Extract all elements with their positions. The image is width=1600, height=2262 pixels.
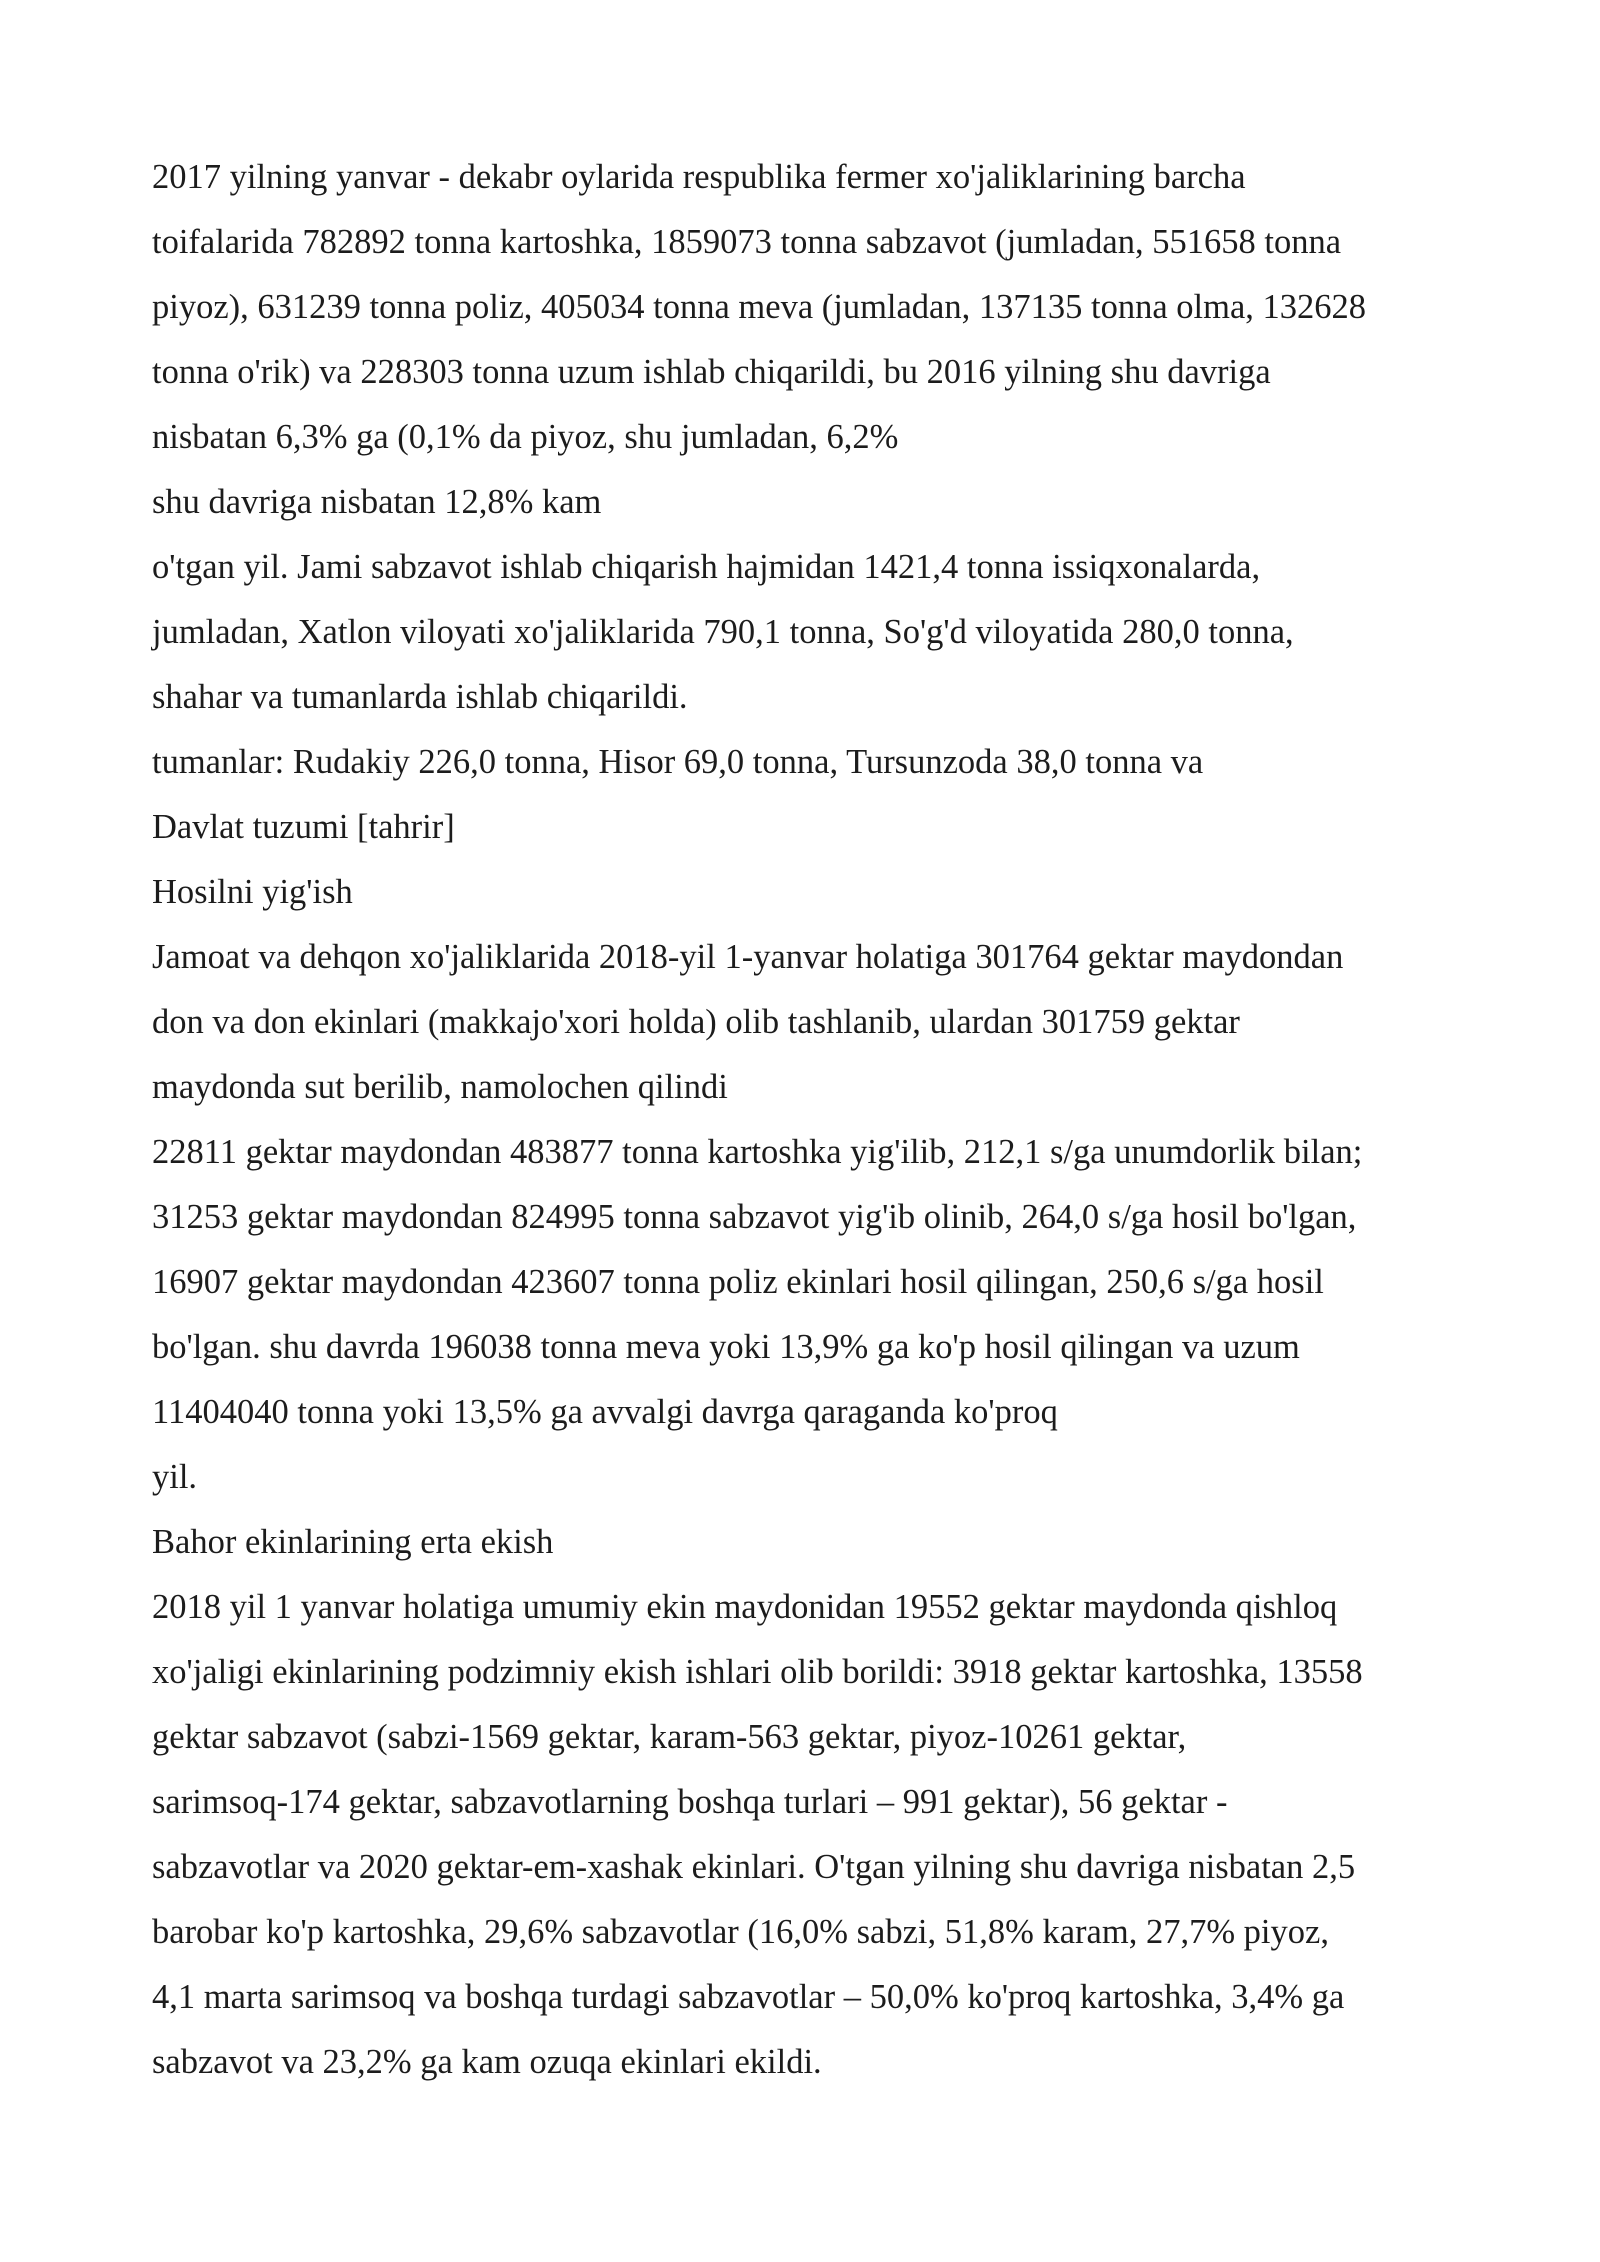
text-line: o'tgan yil. Jami sabzavot ishlab chiqarish hajmidan 1421,4 tonna issiqxonalarda,	[152, 548, 1261, 586]
text-line: yil.	[152, 1458, 198, 1496]
text-line: sabzavotlar va 2020 gektar-em-xashak ekinlari. O'tgan yilning shu davriga nisbatan 2,5	[152, 1848, 1356, 1886]
text-line: tonna o'rik) va 228303 tonna uzum ishlab chiqarildi, bu 2016 yilning shu davriga	[152, 353, 1271, 391]
text-line: shahar va tumanlarda ishlab chiqarildi.	[152, 678, 688, 716]
text-line: 2017 yilning yanvar - dekabr oylarida respublika fermer xo'jaliklarining barcha	[152, 158, 1246, 196]
text-line: 31253 gektar maydondan 824995 tonna sabzavot yig'ib olinib, 264,0 s/ga hosil bo'lgan,	[152, 1198, 1357, 1236]
text-line: jumladan, Xatlon viloyati xo'jaliklarida 790,1 tonna, So'g'd viloyatida 280,0 tonna,	[152, 613, 1294, 651]
document-body	[152, 145, 1492, 2095]
text-line: nisbatan 6,3% ga (0,1% da piyoz, shu jumladan, 6,2%	[152, 418, 899, 456]
text-line: bo'lgan. shu davrda 196038 tonna meva yoki 13,9% ga ko'p hosil qilingan va uzum	[152, 1328, 1300, 1366]
text-line: sabzavot va 23,2% ga kam ozuqa ekinlari ekildi.	[152, 2043, 822, 2081]
text-line: 2018 yil 1 yanvar holatiga umumiy ekin maydonidan 19552 gektar maydonda qishloq	[152, 1588, 1338, 1626]
text-line: 11404040 tonna yoki 13,5% ga avvalgi davrga qaraganda ko'proq	[152, 1393, 1058, 1431]
text-line: toifalarida 782892 tonna kartoshka, 1859073 tonna sabzavot (jumladan, 551658 tonna	[152, 223, 1342, 261]
text-line: don va don ekinlari (makkajo'xori holda) olib tashlanib, ulardan 301759 gektar	[152, 1003, 1240, 1041]
text-line: tumanlar: Rudakiy 226,0 tonna, Hisor 69,0 tonna, Tursunzoda 38,0 tonna va	[152, 743, 1204, 781]
text-line: piyoz), 631239 tonna poliz, 405034 tonna meva (jumladan, 137135 tonna olma, 132628	[152, 288, 1367, 326]
text-line: 16907 gektar maydondan 423607 tonna poliz ekinlari hosil qilingan, 250,6 s/ga hosil	[152, 1263, 1324, 1301]
text-line: Jamoat va dehqon xo'jaliklarida 2018-yil 1-yanvar holatiga 301764 gektar maydondan	[152, 938, 1344, 976]
section-heading: Hosilni yig'ish	[152, 873, 353, 911]
text-line: barobar ko'p kartoshka, 29,6% sabzavotlar (16,0% sabzi, 51,8% karam, 27,7% piyoz,	[152, 1913, 1329, 1951]
text-line: gektar sabzavot (sabzi-1569 gektar, karam-563 gektar, piyoz-10261 gektar,	[152, 1718, 1187, 1756]
section-heading: Bahor ekinlarining erta ekish	[152, 1523, 554, 1561]
text-line: 4,1 marta sarimsoq va boshqa turdagi sabzavotlar – 50,0% ko'proq kartoshka, 3,4% ga	[152, 1978, 1345, 2016]
text-line: 22811 gektar maydondan 483877 tonna kartoshka yig'ilib, 212,1 s/ga unumdorlik bilan;	[152, 1133, 1363, 1171]
text-line: xo'jaligi ekinlarining podzimniy ekish ishlari olib borildi: 3918 gektar kartoshka, 13558	[152, 1653, 1363, 1691]
text-line: shu davriga nisbatan 12,8% kam	[152, 483, 602, 521]
text-line: maydonda sut berilib, namolochen qilindi	[152, 1068, 728, 1106]
text-line: sarimsoq-174 gektar, sabzavotlarning boshqa turlari – 991 gektar), 56 gektar -	[152, 1783, 1228, 1821]
section-heading: Davlat tuzumi [tahrir]	[152, 808, 455, 846]
